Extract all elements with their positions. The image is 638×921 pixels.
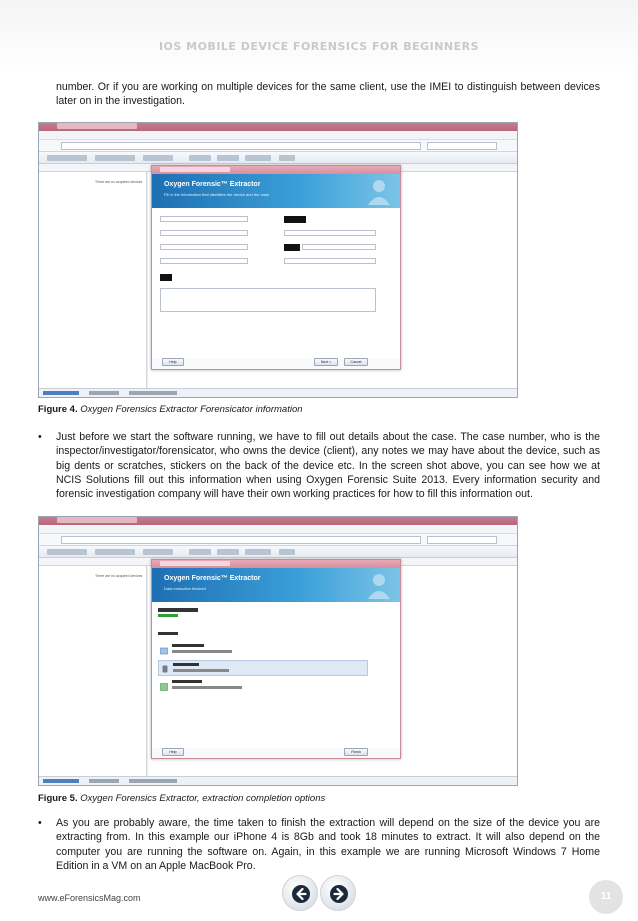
no-devices-note: There are no acquired devices xyxy=(95,574,143,578)
menu-bar xyxy=(39,525,517,534)
archive-icon xyxy=(160,647,168,655)
paragraph-imei: number. Or if you are working on multiple devices for the same client, use the IMEI to distinguish between devices later on in the investigation. xyxy=(56,81,600,108)
menu-bar xyxy=(39,131,517,140)
owner-email-redacted xyxy=(284,244,300,251)
open-device-option[interactable] xyxy=(158,660,368,676)
device-alias-field[interactable] xyxy=(160,216,248,222)
hash-algorithm-select[interactable] xyxy=(284,258,376,264)
status-bar xyxy=(39,776,517,785)
case-number-field[interactable] xyxy=(160,230,248,236)
figure-4-caption: Figure 4. Oxygen Forensics Extractor Forensicator information xyxy=(38,404,303,415)
password-redacted xyxy=(160,274,172,281)
finish-button[interactable]: Finish xyxy=(344,748,368,756)
next-button[interactable]: Next > xyxy=(314,358,338,366)
status-bar xyxy=(39,388,517,397)
footer-website[interactable]: www.eForensicsMag.com xyxy=(38,893,141,903)
previous-page-button[interactable] xyxy=(282,875,318,911)
cancel-button[interactable]: Cancel xyxy=(344,358,368,366)
user-silhouette-icon xyxy=(366,571,392,599)
owner-email-field[interactable] xyxy=(302,244,376,250)
extraction-finished-dialog xyxy=(151,559,401,759)
help-button[interactable]: Help xyxy=(162,748,184,756)
user-silhouette-icon xyxy=(366,177,392,205)
figure-4-screenshot xyxy=(38,122,518,398)
toolbar xyxy=(39,152,517,164)
device-owner-redacted xyxy=(284,216,306,223)
page-number: 11 xyxy=(589,880,623,914)
arrow-right-icon xyxy=(329,884,349,904)
save-to-archive-option[interactable] xyxy=(158,642,368,658)
bullet-case-details: • Just before we start the software running, we have to fill out details about the case. The case number, who is the inspector/investigator/forensicator, who owns the device (client), any notes we may have about the device, such as big dents or scratches, stickers on the back of the device etc. In the screen shot above, you can see how we at NCIS Solutions fill out this information when using Oxygen Forensic Suite 2013. Every information security and forensic investigation company will have their own working practices for how to fill this information out. xyxy=(38,431,600,501)
address-bar xyxy=(39,140,517,152)
figure-5-screenshot xyxy=(38,516,518,786)
dialog-subtitle: Fill in the information that identifies the device and the case xyxy=(164,192,269,197)
header-bar xyxy=(0,0,638,72)
bullet-dot: • xyxy=(38,431,42,443)
next-page-button[interactable] xyxy=(320,875,356,911)
bullet-extraction-time: • As you are probably aware, the time taken to finish the extraction will depend on the size of the device you are extracting from. In this example our iPhone 4 is 8Gb and took 18 minutes to extract. It will also depend on the computer you are running the software on. Again, in this example we are running Microsoft Windows 7 Home Edition in a VM on an Apple MacBook Pro. xyxy=(38,817,600,872)
export-and-print-option[interactable] xyxy=(158,678,368,694)
inspector-select[interactable] xyxy=(160,258,248,264)
dialog-title: Oxygen Forensic™ Extractor xyxy=(164,181,261,188)
devices-pane xyxy=(39,566,147,778)
device-notes-field[interactable] xyxy=(160,288,376,312)
no-devices-note: There are no acquired devices xyxy=(95,180,143,184)
bullet-dot: • xyxy=(38,817,42,829)
window-titlebar xyxy=(39,123,517,131)
dialog-subtitle: Data extraction finished xyxy=(164,586,206,591)
owner-mobile-field[interactable] xyxy=(284,230,376,236)
devices-pane xyxy=(39,172,147,390)
export-icon xyxy=(160,683,168,691)
dialog-title: Oxygen Forensic™ Extractor xyxy=(164,575,261,582)
toolbar xyxy=(39,546,517,558)
address-bar xyxy=(39,534,517,546)
window-titlebar xyxy=(39,517,517,525)
figure-5-caption: Figure 5. Oxygen Forensics Extractor, extraction completion options xyxy=(38,793,326,804)
device-icon xyxy=(161,665,169,673)
help-button[interactable]: Help xyxy=(162,358,184,366)
running-header: IOS MOBILE DEVICE FORENSICS FOR BEGINNERS xyxy=(158,40,480,53)
evidence-number-field[interactable] xyxy=(160,244,248,250)
arrow-left-icon xyxy=(291,884,311,904)
extractor-dialog xyxy=(151,165,401,370)
